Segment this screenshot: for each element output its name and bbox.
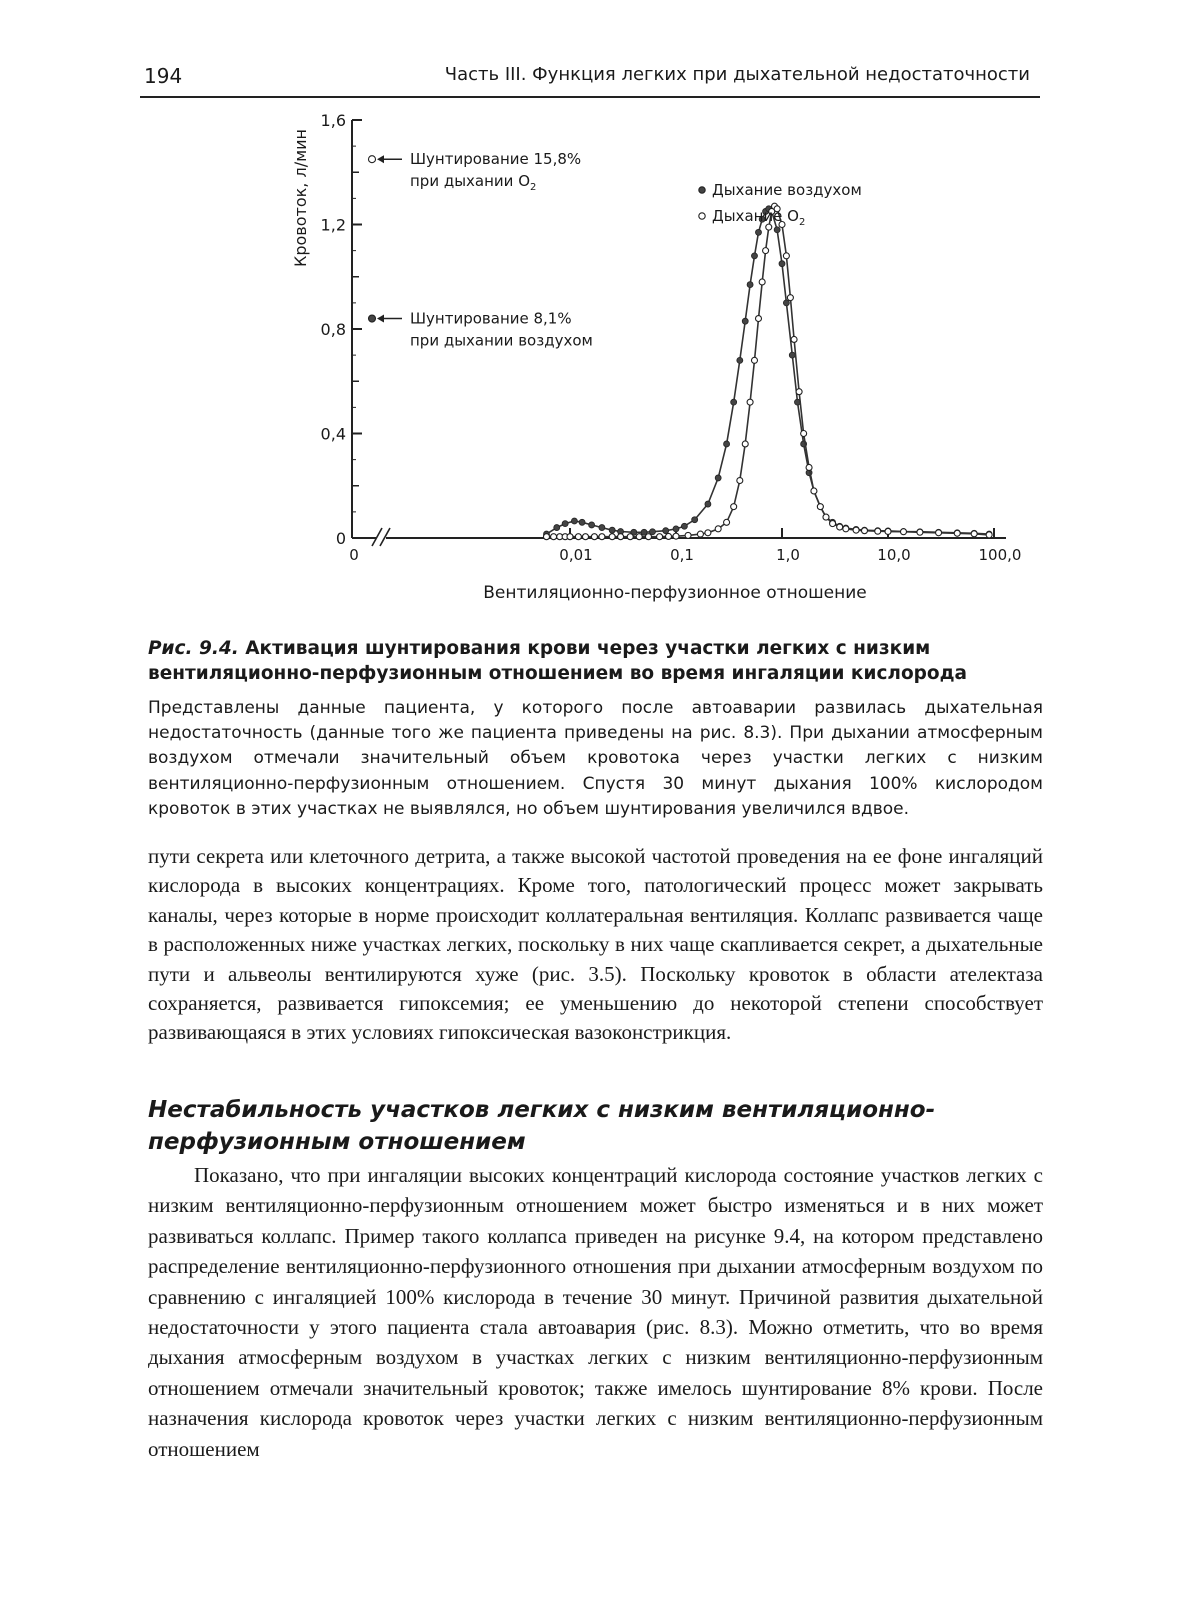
oxygen-data-point [766, 224, 772, 230]
air-data-point [751, 253, 757, 259]
oxygen-data-point [715, 526, 721, 532]
oxygen-data-point [763, 248, 769, 254]
chart-plot-area [369, 150, 993, 540]
y-tick-label: 1,2 [320, 215, 346, 235]
oxygen-data-point [817, 504, 823, 510]
air-data-point [609, 527, 615, 533]
oxygen-data-point [609, 534, 615, 540]
legend-marker [699, 187, 705, 193]
air-data-point [663, 528, 669, 534]
legend-subscript: 2 [799, 217, 806, 228]
oxygen-data-point [783, 253, 789, 259]
oxygen-data-point [811, 488, 817, 494]
air-shunt-point [369, 315, 376, 322]
running-header [140, 62, 1040, 98]
oxygen-series-line [547, 206, 990, 537]
oxygen-data-point [787, 295, 793, 301]
oxygen-data-point [742, 441, 748, 447]
air-data-point [789, 352, 795, 358]
oxygen-data-point [582, 534, 588, 540]
y-tick-label: 0,8 [320, 320, 346, 339]
air-data-point [774, 227, 780, 233]
air-data-point [692, 517, 698, 523]
oxygen-data-point [954, 530, 960, 536]
air-data-point [755, 229, 761, 235]
oxygen-data-point [673, 533, 679, 539]
oxygen-data-point [657, 534, 663, 540]
oxygen-data-point [791, 336, 797, 342]
oxygen-data-point [636, 534, 642, 540]
subscript: 2 [530, 182, 537, 194]
oxygen-data-point [731, 504, 737, 510]
oxygen-data-point [747, 399, 753, 405]
y-tick-label: 0,4 [320, 424, 346, 444]
oxygen-data-point [755, 316, 761, 322]
air-data-point [579, 519, 585, 525]
air-data-point [599, 525, 605, 531]
oxygen-data-point [666, 533, 672, 539]
running-title: Часть III. Функция легких при дыхательной недостаточности [444, 64, 1030, 85]
oxygen-data-point [705, 530, 711, 536]
body-paragraph-1: пути секрета или клеточного детрита, а также высокой частотой проведения на ее фоне ингаляций кислорода в высоких концентрациях. Кроме того, патологический процесс может закрывать каналы, через которые в норме происходит коллатеральная вентиляция. Коллапс развивается чаще в расположенных ниже участках легких, поскольку в них чаще скапливается секрет, а дыхательные пути и альвеолы вентилируются хуже (рис. 3.5). Поскольку кровоток в области ателектаза сохраняется, развивается гипоксемия; ее уменьшению до некоторой степени способствует развивающаяся в этих условиях гипоксическая вазоконстрикция. [148, 844, 1043, 1045]
air-data-point [742, 318, 748, 324]
shunt-arrow-head [377, 155, 384, 163]
oxygen-data-point [900, 529, 906, 535]
oxygen-data-point [861, 528, 867, 534]
air-data-point [731, 399, 737, 405]
x-tick-label: 1,0 [776, 546, 800, 564]
oxygen-data-point [697, 531, 703, 537]
shunt-annotation-line1: Шунтирование 8,1% [410, 309, 572, 328]
x-axis-title: Вентиляционно-перфузионное отношение [483, 583, 867, 603]
oxygen-data-point [875, 528, 881, 534]
air-data-point [554, 525, 560, 531]
oxygen-data-point [806, 464, 812, 470]
x-tick-label: 100,0 [978, 546, 1022, 564]
oxygen-data-point [853, 527, 859, 533]
legend-label: Дыхание воздухом [712, 181, 862, 199]
air-data-point [562, 521, 568, 527]
figure-caption-body: Представлены данные пациента, у которого после автоаварии развилась дыхательная недостаточность (данные того же пациента приведены на рис. 8.3). При дыхании атмосферным воздухом отмечали значительный объем кровотока через участки легких с низким вентиляционно-перфузионным отношением. Спустя 30 минут дыхания 100% кислородом кровоток в этих участках не выявлялся, но объем шунтирования увеличился вдвое. [148, 698, 1043, 819]
y-tick-label: 0 [335, 529, 346, 548]
oxygen-data-point [971, 531, 977, 537]
air-data-point [779, 261, 785, 267]
oxygen-data-point [543, 534, 549, 540]
x-tick-label: 0,01 [559, 546, 593, 564]
air-series-line [547, 209, 990, 534]
figure-9-4 [140, 108, 1040, 618]
oxygen-shunt-point [369, 156, 376, 163]
oxygen-data-point [837, 524, 843, 530]
legend-label: Дыхание $O_2$ [712, 207, 806, 228]
oxygen-data-point [801, 431, 807, 437]
shunt-annotation-line2: при дыхании воздухом [410, 331, 593, 350]
shunt-annotation-line1: Шунтирование 15,8% [410, 150, 582, 169]
air-data-point [681, 523, 687, 529]
air-data-point [589, 522, 595, 528]
legend-marker [699, 213, 705, 219]
oxygen-data-point [843, 526, 849, 532]
oxygen-data-point [645, 534, 651, 540]
oxygen-data-point [917, 529, 923, 535]
oxygen-data-point [823, 514, 829, 520]
figure-label: Рис. 9.4. [148, 638, 239, 659]
section-heading: Нестабильность участков легких с низким вентиляционно-перфузионным отношением [148, 1097, 936, 1155]
air-data-point [673, 526, 679, 532]
oxygen-data-point [627, 534, 633, 540]
x-tick-label: 0,1 [670, 546, 694, 564]
x-tick-label: 0 [349, 546, 359, 564]
body-paragraph-2: Показано, что при ингаляции высоких концентраций кислорода состояние участков легких с низким вентиляционно-перфузионным отношением может быстро изменяться и в них может развиваться коллапс. Пример такого коллапса приведен на рисунке 9.4, на котором представлено распределение вентиляционно-перфузионного отношения при дыхании атмосферным воздухом по сравнению с ингаляцией 100% кислорода в течение 30 минут. Причиной развития дыхательной недостаточности у этого пациента стала автоавария (рис. 8.3). Можно отметить, что во время дыхания атмосферным воздухом в участках легких с низким вентиляционно-перфузионным отношением отмечали значительный кровоток; также имелось шунтирование 8% крови. После назначения кислорода кровоток через участки легких с низким вентиляционно-перфузионным отношением [148, 1163, 1043, 1461]
air-data-point [724, 441, 730, 447]
air-data-point [747, 282, 753, 288]
oxygen-data-point [618, 534, 624, 540]
oxygen-data-point [885, 528, 891, 534]
air-data-point [705, 501, 711, 507]
oxygen-data-point [591, 534, 597, 540]
oxygen-data-point [599, 534, 605, 540]
oxygen-data-point [551, 534, 557, 540]
oxygen-data-point [759, 279, 765, 285]
air-data-point [571, 518, 577, 524]
y-tick-label: 1,6 [320, 111, 346, 130]
oxygen-data-point [936, 530, 942, 536]
vq-distribution-chart [140, 108, 1040, 618]
oxygen-data-point [830, 521, 836, 527]
x-tick-label: 10,0 [877, 546, 911, 564]
figure-title: Активация шунтирования крови через участки легких с низким вентиляционно-перфузионным отношением во время ингаляции кислорода [148, 638, 968, 684]
page-number: 194 [144, 64, 183, 88]
oxygen-data-point [796, 389, 802, 395]
oxygen-data-point [751, 357, 757, 363]
oxygen-data-point [567, 534, 573, 540]
oxygen-data-point [986, 532, 992, 538]
oxygen-data-point [737, 478, 743, 484]
shunt-annotation-line2: при дыхании $O_2$ [410, 172, 537, 194]
oxygen-data-point [575, 534, 581, 540]
oxygen-data-point [685, 532, 691, 538]
figure-caption-title [148, 636, 1048, 686]
air-data-point [783, 300, 789, 306]
air-data-point [715, 475, 721, 481]
y-axis-title: Кровоток, л/мин [291, 128, 310, 268]
oxygen-data-point [724, 519, 730, 525]
air-data-point [737, 357, 743, 363]
shunt-arrow-head [377, 315, 384, 323]
